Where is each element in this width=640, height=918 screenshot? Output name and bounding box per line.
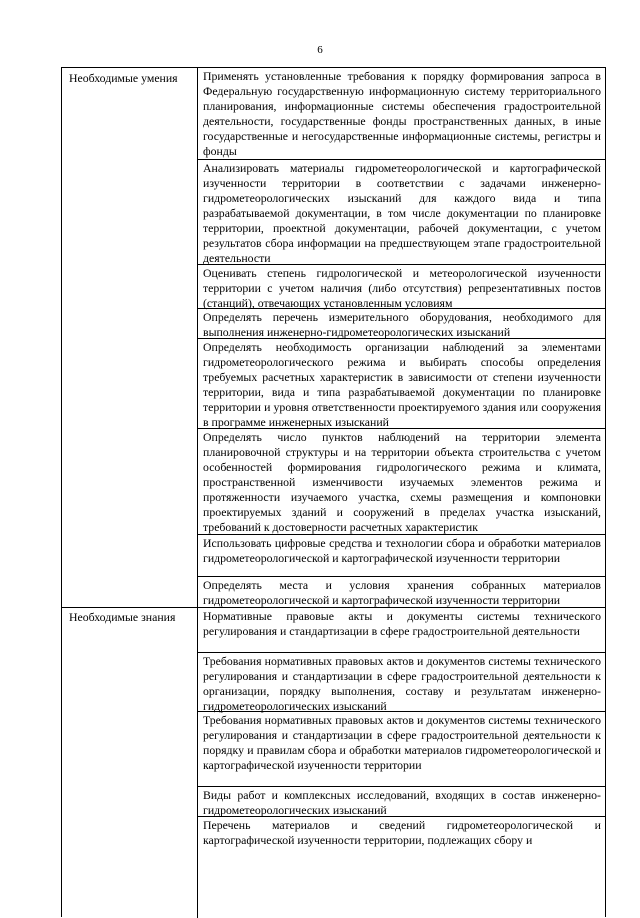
knowledge-item: Требования нормативных правовых актов и документов системы технического регулирования и стандартизации в сфере градостроительной деятельности к организации, порядку выполнения, составу и результатам инженерно-гидрометеорологических изысканий [198,652,605,714]
skill-item: Определять число пунктов наблюдений на территории элемента планировочной структуры и на территории объекта строительства с учетом особенностей формирования гидрологического режима и климата, пространственной изменчивости изучаемых элементов режима и протяженности изучаемого участка, схемы размещения и компоновки проектируемых зданий и сооружений в пределах участка изысканий, требований к достоверности расчетных характеристик [198,428,605,535]
knowledge-item: Требования нормативных правовых актов и документов системы технического регулирования и стандартизации в сфере градостроительной деятельности к порядку и правилам сбора и обработки материалов гидрометеорологической и картографической изученности территории [198,711,605,773]
skill-item: Определять необходимость организации наблюдений за элементами гидрометеорологического режима и выбирать способы определения требуемых расчетных характеристик в зависимости от степени изученности территории, вида и типа разрабатываемой документации по планировке территории и уровня ответственности проектируемого здания или сооружения в программе инженерных изысканий [198,338,605,430]
requirements-table [61,67,606,917]
section-divider [62,607,198,608]
knowledge-item: Виды работ и комплексных исследований, входящих в состав инженерно-гидрометеорологических изысканий [198,786,605,818]
skill-item: Оценивать степень гидрологической и метеорологической изученности территории с учетом наличия (либо отсутствия) репрезентативных постов (станций), отвечающих установленным условиям [198,264,605,311]
knowledge-item: Перечень материалов и сведений гидрометеорологической и картографической изученности территории, подлежащих сбору и [198,816,605,848]
section-label-knowledge: Необходимые знания [69,610,176,624]
skill-item: Применять установленные требования к порядку формирования запроса в Федеральную государственную информационную систему территориального планирования, информационные системы обеспечения градостроительной деятельности, государственные фонды пространственных данных, в иные государственные и негосударственные информационные системы, регистры и фонды [203,69,601,158]
knowledge-item: Нормативные правовые акты и документы системы технического регулирования и стандартизации в сфере градостроительной деятельности [198,607,605,639]
skill-item: Определять перечень измерительного оборудования, необходимого для выполнения инженерно-гидрометеорологических изысканий [198,308,605,340]
page-number: 6 [317,44,323,56]
skill-item: Использовать цифровые средства и технологии сбора и обработки материалов гидрометеорологической и картографической изученности территории [198,534,605,566]
skill-item: Анализировать материалы гидрометеорологической и картографической изученности территории в соответствии с задачами инженерно-гидрометеорологических изысканий для каждого вида и типа разрабатываемой документации, в том числе документации по планировке территории, проектной документации, рабочей документации, с учетом результатов сбора информации на предшествующем этапе градостроительной деятельности [198,159,605,266]
skill-item: Определять места и условия хранения собранных материалов гидрометеорологической и картографической изученности территории [198,576,605,608]
section-label-skills: Необходимые умения [69,71,178,85]
